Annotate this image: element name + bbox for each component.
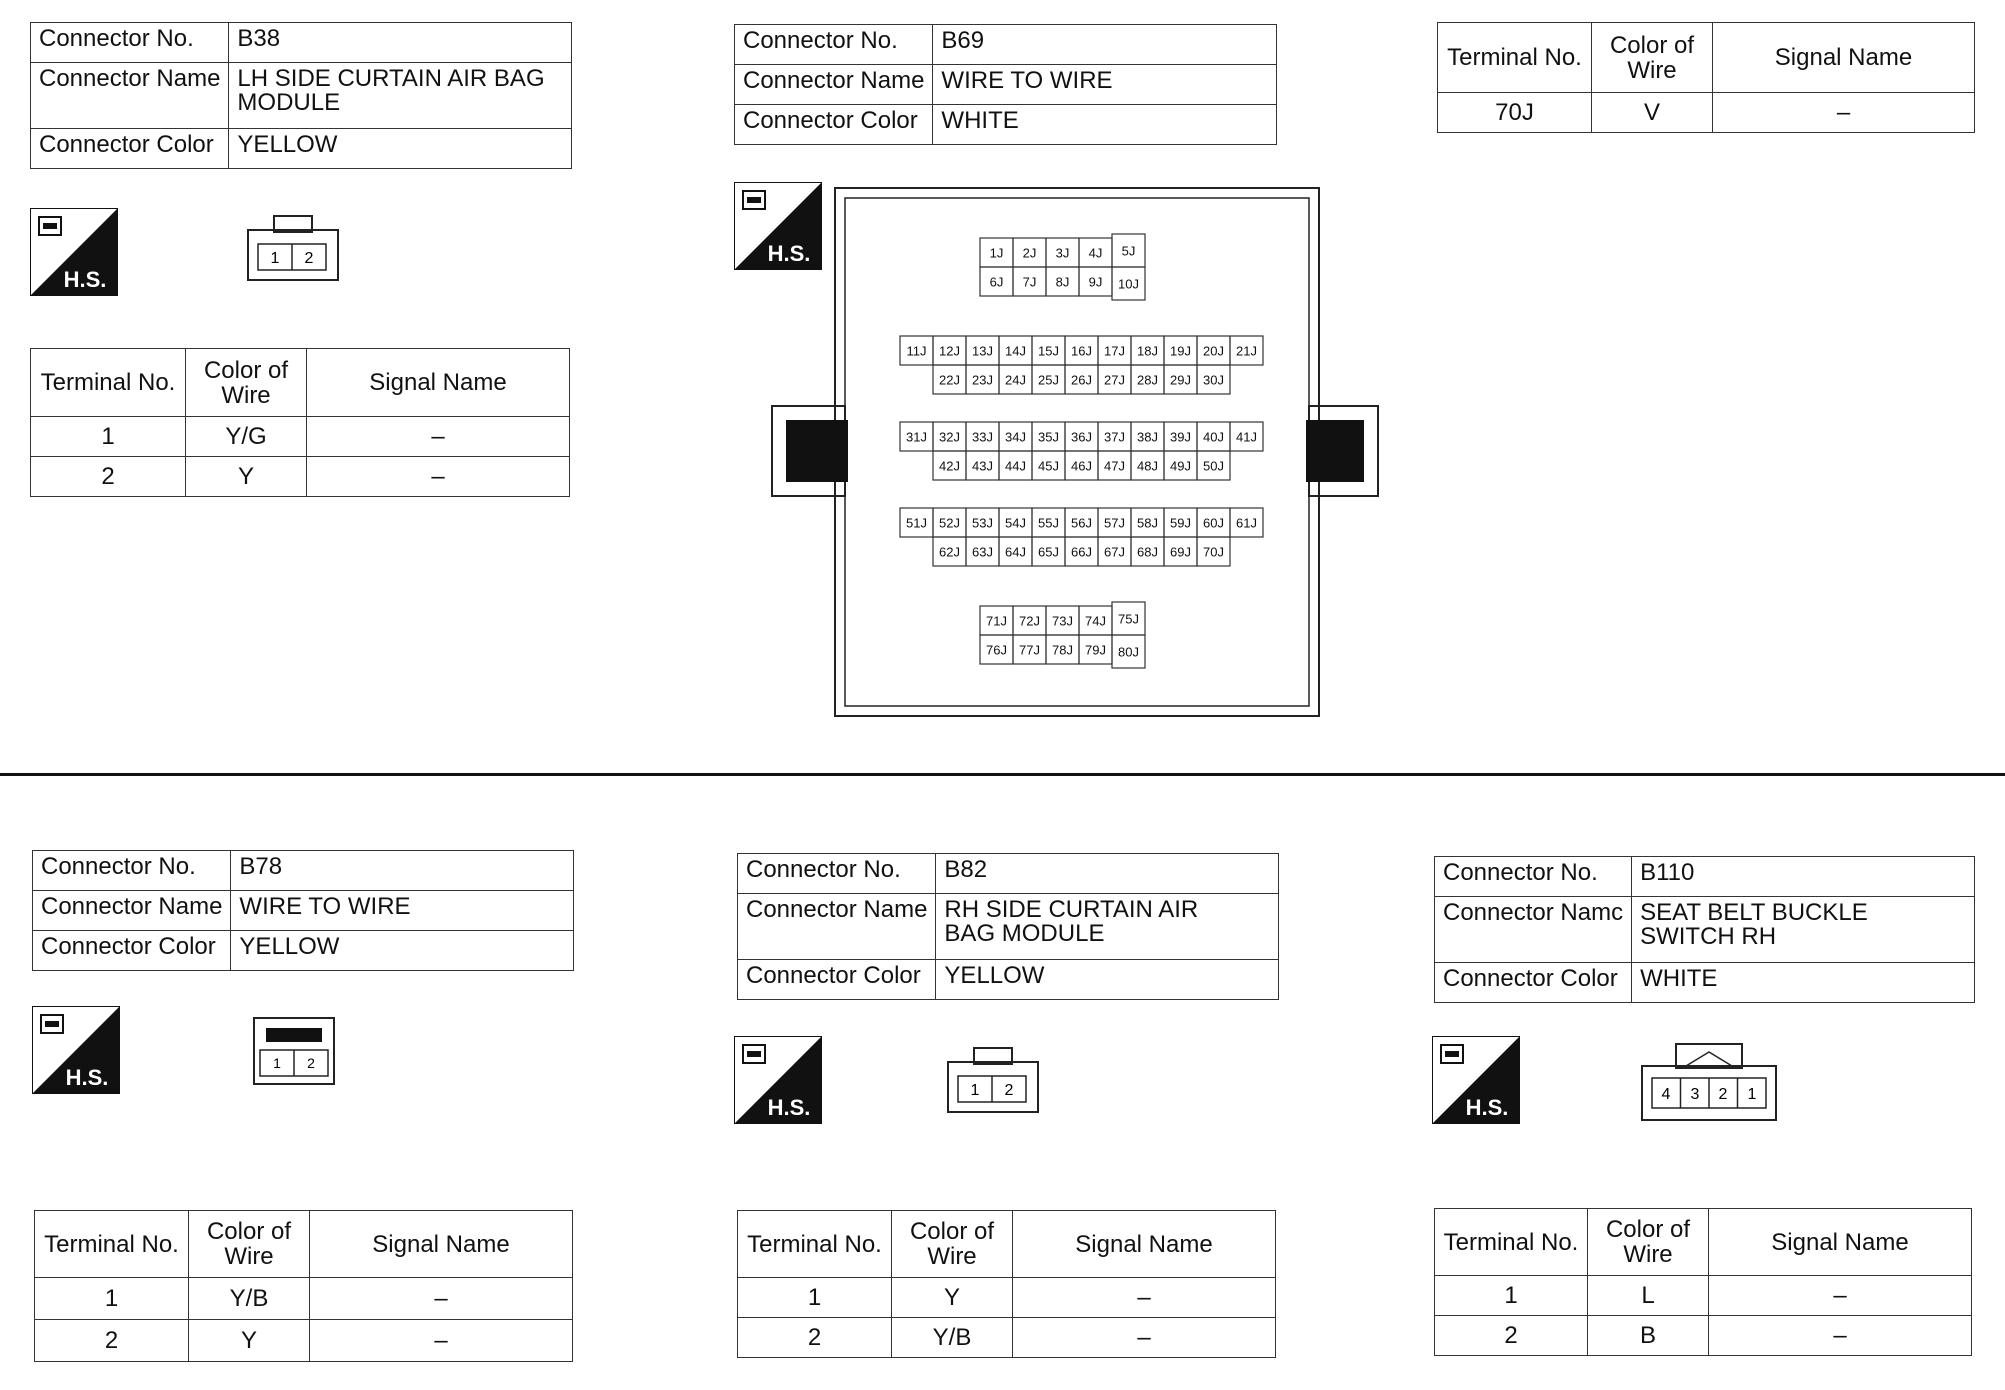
connector-name-value: WIRE TO WIRE <box>231 891 574 931</box>
connector-color-label: Connector Color <box>738 960 936 1000</box>
harness-side-icon <box>32 1006 120 1094</box>
connector-color-value: WHITE <box>1632 963 1975 1003</box>
connector-color-value: YELLOW <box>936 960 1279 1000</box>
b110-terminal-table <box>1434 1208 1972 1356</box>
pin-label: 35J <box>1038 429 1059 445</box>
connector-color-label: Connector Color <box>31 129 229 169</box>
pin-label: 74J <box>1085 613 1106 629</box>
terminal-no-header: Terminal No. <box>1435 1209 1588 1276</box>
b110-info-table <box>1434 856 1975 1003</box>
pin-label: 70J <box>1203 544 1224 560</box>
pin-label: 66J <box>1071 544 1092 560</box>
pin-label: 64J <box>1005 544 1026 560</box>
pin-label: 10J <box>1118 276 1139 292</box>
pin-label: 77J <box>1019 642 1040 658</box>
pin-label: 12J <box>939 343 960 359</box>
pin-label: 9J <box>1088 274 1103 290</box>
connector-color-label: Connector Color <box>1435 963 1632 1003</box>
color-of-wire-header: Color of Wire <box>1592 23 1713 93</box>
svg-text:1: 1 <box>970 1082 980 1099</box>
pin-label: 21J <box>1236 343 1257 359</box>
svg-text:1: 1 <box>1747 1086 1757 1103</box>
svg-text:H.S.: H.S. <box>1465 1095 1509 1120</box>
pin-label: 55J <box>1038 515 1059 531</box>
pin-label: 31J <box>906 429 927 445</box>
pin-label: 17J <box>1104 343 1125 359</box>
table-row: 1 Y/B – <box>35 1278 573 1320</box>
pin-label: 53J <box>972 515 993 531</box>
pin-label: 39J <box>1170 429 1191 445</box>
pin-label: 36J <box>1071 429 1092 445</box>
connector-color-label: Connector Color <box>735 105 933 145</box>
pin-label: 54J <box>1005 515 1026 531</box>
pin-label: 79J <box>1085 642 1106 658</box>
color-of-wire-header: Color of Wire <box>189 1211 310 1278</box>
svg-text:H.S.: H.S. <box>767 1095 811 1120</box>
b38-terminal-table <box>30 348 570 497</box>
pin-label: 4J <box>1088 245 1103 261</box>
pin-label: 6J <box>989 274 1004 290</box>
b69-pin-grid <box>900 234 1263 668</box>
terminal-no-header: Terminal No. <box>35 1211 189 1278</box>
pin-label: 45J <box>1038 458 1059 474</box>
pin-label: 73J <box>1052 613 1073 629</box>
connector-color-value: YELLOW <box>231 931 574 971</box>
svg-text:H.S.: H.S. <box>65 1065 109 1090</box>
harness-side-icon <box>734 1036 822 1124</box>
pin-label: 47J <box>1104 458 1125 474</box>
b38-connector-face <box>246 212 342 284</box>
svg-text:2: 2 <box>304 250 314 267</box>
b78-info-table <box>32 850 574 971</box>
connector-name-label: Connector Namc <box>1435 897 1632 963</box>
pin-label: 59J <box>1170 515 1191 531</box>
connector-name-label: Connector Name <box>33 891 231 931</box>
connector-name-label: Connector Name <box>738 894 936 960</box>
pin-label: 69J <box>1170 544 1191 560</box>
table-row: 2 Y/B – <box>738 1318 1276 1358</box>
pin-label: 49J <box>1170 458 1191 474</box>
pin-label: 20J <box>1203 343 1224 359</box>
pin-label: 56J <box>1071 515 1092 531</box>
svg-text:1: 1 <box>270 250 280 267</box>
pin-label: 65J <box>1038 544 1059 560</box>
table-row: 2 B – <box>1435 1316 1972 1356</box>
pin-label: 23J <box>972 372 993 388</box>
connector-no-value: B82 <box>936 854 1279 894</box>
svg-text:2: 2 <box>307 1055 315 1071</box>
pin-label: 7J <box>1022 274 1037 290</box>
connector-no-label: Connector No. <box>735 25 933 65</box>
b78-connector-face <box>252 1016 338 1088</box>
table-row: 1 Y/G – <box>31 417 570 457</box>
pin-label: 78J <box>1052 642 1073 658</box>
pin-label: 68J <box>1137 544 1158 560</box>
pin-label: 71J <box>986 613 1007 629</box>
connector-no-label: Connector No. <box>31 23 229 63</box>
connector-no-label: Connector No. <box>1435 857 1632 897</box>
connector-color-value: YELLOW <box>229 129 572 169</box>
pin-label: 42J <box>939 458 960 474</box>
b82-info-table <box>737 853 1279 1000</box>
harness-side-icon <box>1432 1036 1520 1124</box>
pin-label: 13J <box>972 343 993 359</box>
svg-text:2: 2 <box>1004 1082 1014 1099</box>
table-row: 2 Y – <box>35 1320 573 1362</box>
connector-no-value: B110 <box>1632 857 1975 897</box>
table-row: 1 Y – <box>738 1278 1276 1318</box>
connector-name-value: LH SIDE CURTAIN AIR BAG MODULE <box>229 63 572 129</box>
connector-name-label: Connector Name <box>31 63 229 129</box>
svg-text:1: 1 <box>273 1055 281 1071</box>
pin-label: 75J <box>1118 611 1139 627</box>
pin-label: 8J <box>1055 274 1070 290</box>
pin-label: 14J <box>1005 343 1026 359</box>
pin-label: 27J <box>1104 372 1125 388</box>
pin-label: 24J <box>1005 372 1026 388</box>
table-row: 1 L – <box>1435 1276 1972 1316</box>
connector-no-value: B78 <box>231 851 574 891</box>
b69-info-table <box>734 24 1277 145</box>
pin-label: 18J <box>1137 343 1158 359</box>
harness-side-icon <box>30 208 118 296</box>
pin-label: 72J <box>1019 613 1040 629</box>
pin-label: 63J <box>972 544 993 560</box>
pin-label: 29J <box>1170 372 1191 388</box>
connector-no-label: Connector No. <box>738 854 936 894</box>
signal-name-header: Signal Name <box>1013 1211 1276 1278</box>
pin-label: 67J <box>1104 544 1125 560</box>
pin-label: 32J <box>939 429 960 445</box>
pin-label: 52J <box>939 515 960 531</box>
pin-label: 80J <box>1118 644 1139 660</box>
color-of-wire-header: Color of Wire <box>1588 1209 1709 1276</box>
signal-name-header: Signal Name <box>307 349 570 417</box>
pin-label: 62J <box>939 544 960 560</box>
svg-text:3: 3 <box>1690 1086 1700 1103</box>
pin-label: 1J <box>989 245 1004 261</box>
svg-text:4: 4 <box>1661 1086 1671 1103</box>
pin-label: 50J <box>1203 458 1224 474</box>
b82-terminal-table <box>737 1210 1276 1358</box>
b82-connector-face <box>946 1044 1042 1116</box>
connector-no-label: Connector No. <box>33 851 231 891</box>
b69-connector-face <box>767 186 1380 720</box>
pin-label: 38J <box>1137 429 1158 445</box>
connector-no-value: B38 <box>229 23 572 63</box>
connector-color-value: WHITE <box>933 105 1277 145</box>
pin-label: 2J <box>1022 245 1037 261</box>
pin-label: 22J <box>939 372 960 388</box>
svg-text:2: 2 <box>1718 1086 1728 1103</box>
b69-terminal-table <box>1437 22 1975 133</box>
pin-label: 15J <box>1038 343 1059 359</box>
pin-label: 40J <box>1203 429 1224 445</box>
color-of-wire-header: Color of Wire <box>892 1211 1013 1278</box>
connector-no-value: B69 <box>933 25 1277 65</box>
connector-color-label: Connector Color <box>33 931 231 971</box>
pin-label: 5J <box>1121 243 1136 259</box>
pin-label: 28J <box>1137 372 1158 388</box>
signal-name-header: Signal Name <box>1713 23 1975 93</box>
section-divider <box>0 773 2005 776</box>
signal-name-header: Signal Name <box>310 1211 573 1278</box>
pin-label: 76J <box>986 642 1007 658</box>
pin-label: 51J <box>906 515 927 531</box>
pin-label: 37J <box>1104 429 1125 445</box>
pin-label: 48J <box>1137 458 1158 474</box>
pin-label: 57J <box>1104 515 1125 531</box>
pin-label: 26J <box>1071 372 1092 388</box>
pin-label: 19J <box>1170 343 1191 359</box>
pin-label: 60J <box>1203 515 1224 531</box>
b38-info-table <box>30 22 572 169</box>
pin-label: 61J <box>1236 515 1257 531</box>
pin-label: 41J <box>1236 429 1257 445</box>
color-of-wire-header: Color of Wire <box>186 349 307 417</box>
table-row: 2 Y – <box>31 457 570 497</box>
pin-label: 46J <box>1071 458 1092 474</box>
terminal-no-header: Terminal No. <box>1438 23 1592 93</box>
b110-connector-face <box>1640 1040 1780 1124</box>
table-row: 70J V – <box>1438 93 1975 133</box>
connector-name-value: RH SIDE CURTAIN AIR BAG MODULE <box>936 894 1279 960</box>
svg-text:H.S.: H.S. <box>63 267 107 292</box>
terminal-no-header: Terminal No. <box>738 1211 892 1278</box>
pin-label: 58J <box>1137 515 1158 531</box>
pin-label: 44J <box>1005 458 1026 474</box>
terminal-no-header: Terminal No. <box>31 349 186 417</box>
svg-text:H.S.: H.S. <box>767 241 811 266</box>
pin-label: 33J <box>972 429 993 445</box>
pin-label: 30J <box>1203 372 1224 388</box>
connector-name-label: Connector Name <box>735 65 933 105</box>
connector-name-value: WIRE TO WIRE <box>933 65 1277 105</box>
signal-name-header: Signal Name <box>1709 1209 1972 1276</box>
pin-label: 34J <box>1005 429 1026 445</box>
pin-label: 25J <box>1038 372 1059 388</box>
pin-label: 3J <box>1055 245 1070 261</box>
pin-label: 43J <box>972 458 993 474</box>
connector-name-value: SEAT BELT BUCKLE SWITCH RH <box>1632 897 1975 963</box>
pin-label: 11J <box>906 343 927 359</box>
b78-terminal-table <box>34 1210 573 1362</box>
pin-label: 16J <box>1071 343 1092 359</box>
